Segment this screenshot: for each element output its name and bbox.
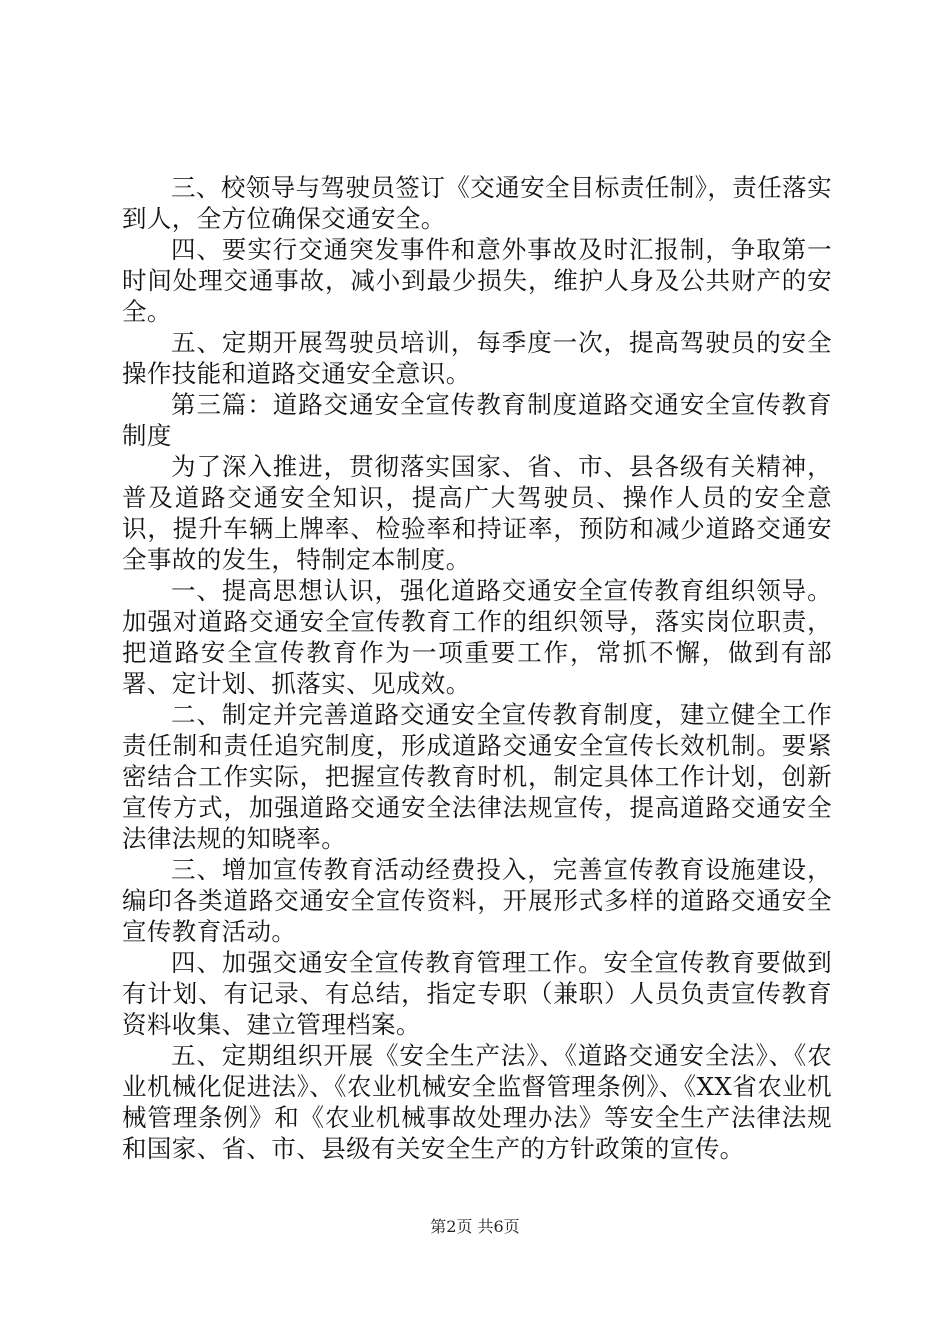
document-body xyxy=(122,172,832,1164)
page-number-footer: 第2页 共6页 xyxy=(430,1217,520,1236)
paragraph-5: 为了深入推进，贯彻落实国家、省、市、县各级有关精神，普及道路交通安全知识，提高广大驾驶员、操作人员的安全意识，提升车辆上牌率、检验率和持证率，预防和减少道路交通安全事故的发生，特制定本制度。 xyxy=(122,452,832,574)
paragraph-8: 三、增加宣传教育活动经费投入，完善宣传教育设施建设，编印各类道路交通安全宣传资料，开展形式多样的道路交通安全宣传教育活动。 xyxy=(122,855,832,946)
paragraph-1: 三、校领导与驾驶员签订《交通安全目标责任制》，责任落实到人，全方位确保交通安全。 xyxy=(122,173,832,233)
paragraph-6: 一、提高思想认识，强化道路交通安全宣传教育组织领导。加强对道路交通安全宣传教育工作的组织领导，落实岗位职责，把道路安全宣传教育作为一项重要工作，常抓不懈，做到有部署、定计划、抓落实、见成效。 xyxy=(122,576,832,698)
paragraph-9: 四、加强交通安全宣传教育管理工作。安全宣传教育要做到有计划、有记录、有总结，指定专职（兼职）人员负责宣传教育资料收集、建立管理档案。 xyxy=(122,948,832,1039)
paragraph-2: 四、要实行交通突发事件和意外事故及时汇报制，争取第一时间处理交通事故，减小到最少损失，维护人身及公共财产的安全。 xyxy=(122,235,832,326)
section-heading: 第三篇：道路交通安全宣传教育制度道路交通安全宣传教育制度 xyxy=(122,390,832,450)
paragraph-3: 五、定期开展驾驶员培训，每季度一次，提高驾驶员的安全操作技能和道路交通安全意识。 xyxy=(122,328,832,388)
paragraph-7: 二、制定并完善道路交通安全宣传教育制度，建立健全工作责任制和责任追究制度，形成道路交通安全宣传长效机制。要紧密结合工作实际，把握宣传教育时机，制定具体工作计划，创新宣传方式，加强道路交通安全法律法规宣传，提高道路交通安全法律法规的知晓率。 xyxy=(122,700,832,853)
paragraph-10: 五、定期组织开展《安全生产法》、《道路交通安全法》、《农业机械化促进法》、《农业机械安全监督管理条例》、《XX省农业机械管理条例》和《农业机械事故处理办法》等安全生产法律法规和国家、省、市、县级有关安全生产的方针政策的宣传。 xyxy=(122,1041,832,1163)
